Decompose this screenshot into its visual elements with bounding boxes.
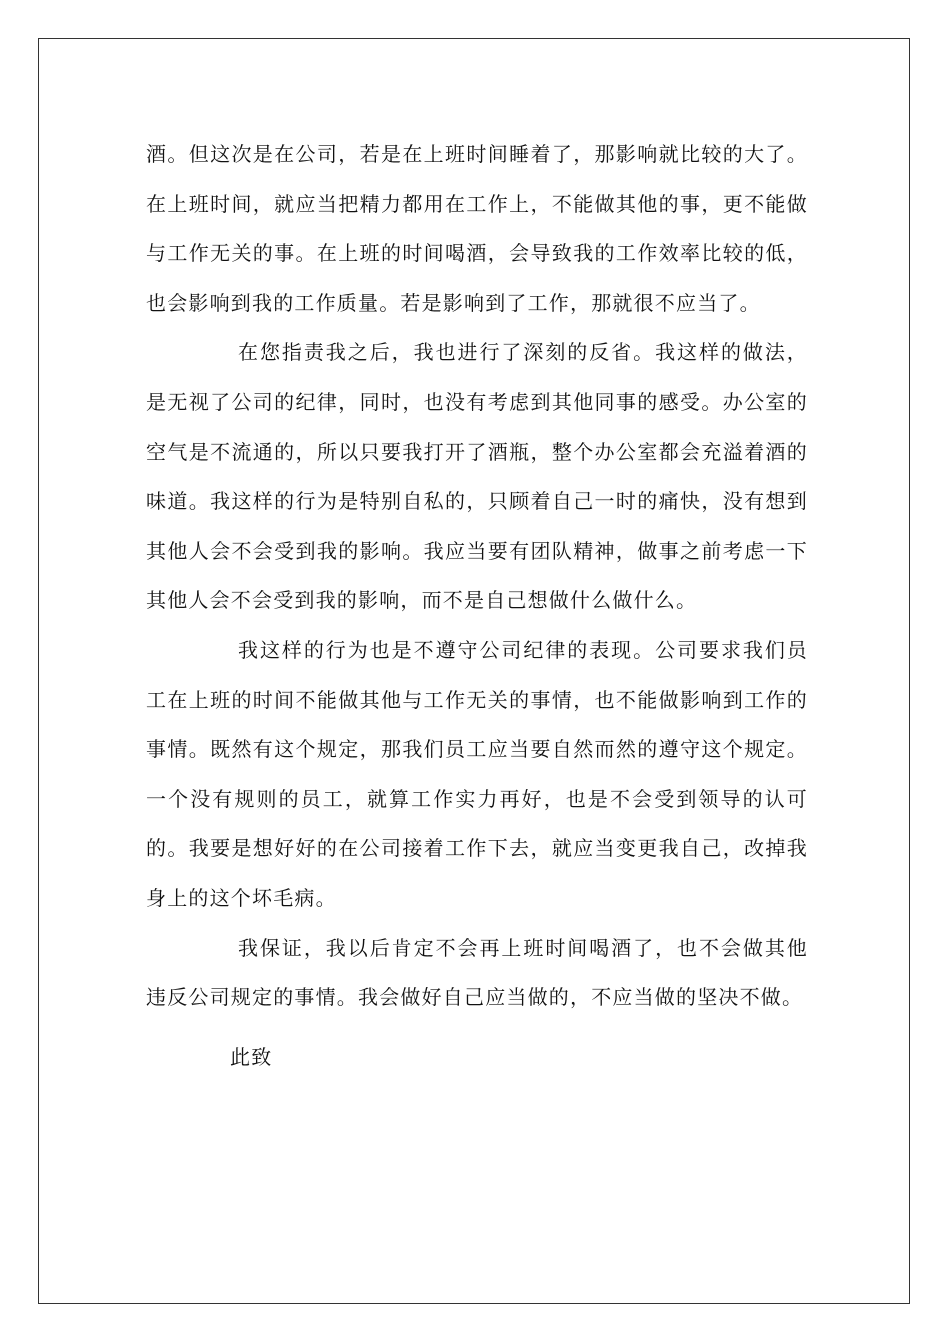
paragraph-1: 酒。但这次是在公司，若是在上班时间睡着了，那影响就比较的大了。在上班时间，就应当把精力都用在工作上，不能做其他的事，更不能做与工作无关的事。在上班的时间喝酒，会导致我的工作效率比较的低，也会影响到我的工作质量。若是影响到了工作，那就很不应当了。 [146,142,808,315]
paragraph-3: 我这样的行为也是不遵守公司纪律的表现。公司要求我们员工在上班的时间不能做其他与工作无关的事情，也不能做影响到工作的事情。既然有这个规定，那我们员工应当要自然而然的遵守这个规定。一个没有规则的员工，就算工作实力再好，也是不会受到领导的认可的。我要是想好好的在公司接着工作下去，就应当变更我自己，改掉我身上的这个坏毛病。 [146,637,808,910]
closing-salutation: 此致 [230,1044,273,1069]
document-body [146,130,808,1082]
paragraph-2: 在您指责我之后，我也进行了深刻的反省。我这样的做法，是无视了公司的纪律，同时，也没有考虑到其他同事的感受。办公室的空气是不流通的，所以只要我打开了酒瓶，整个办公室都会充溢着酒的味道。我这样的行为是特别自私的，只顾着自己一时的痛快，没有想到其他人会不会受到我的影响。我应当要有团队精神，做事之前考虑一下其他人会不会受到我的影响，而不是自己想做什么做什么。 [146,340,808,613]
paragraph-4: 我保证，我以后肯定不会再上班时间喝酒了，也不会做其他违反公司规定的事情。我会做好自己应当做的，不应当做的坚决不做。 [146,935,808,1010]
